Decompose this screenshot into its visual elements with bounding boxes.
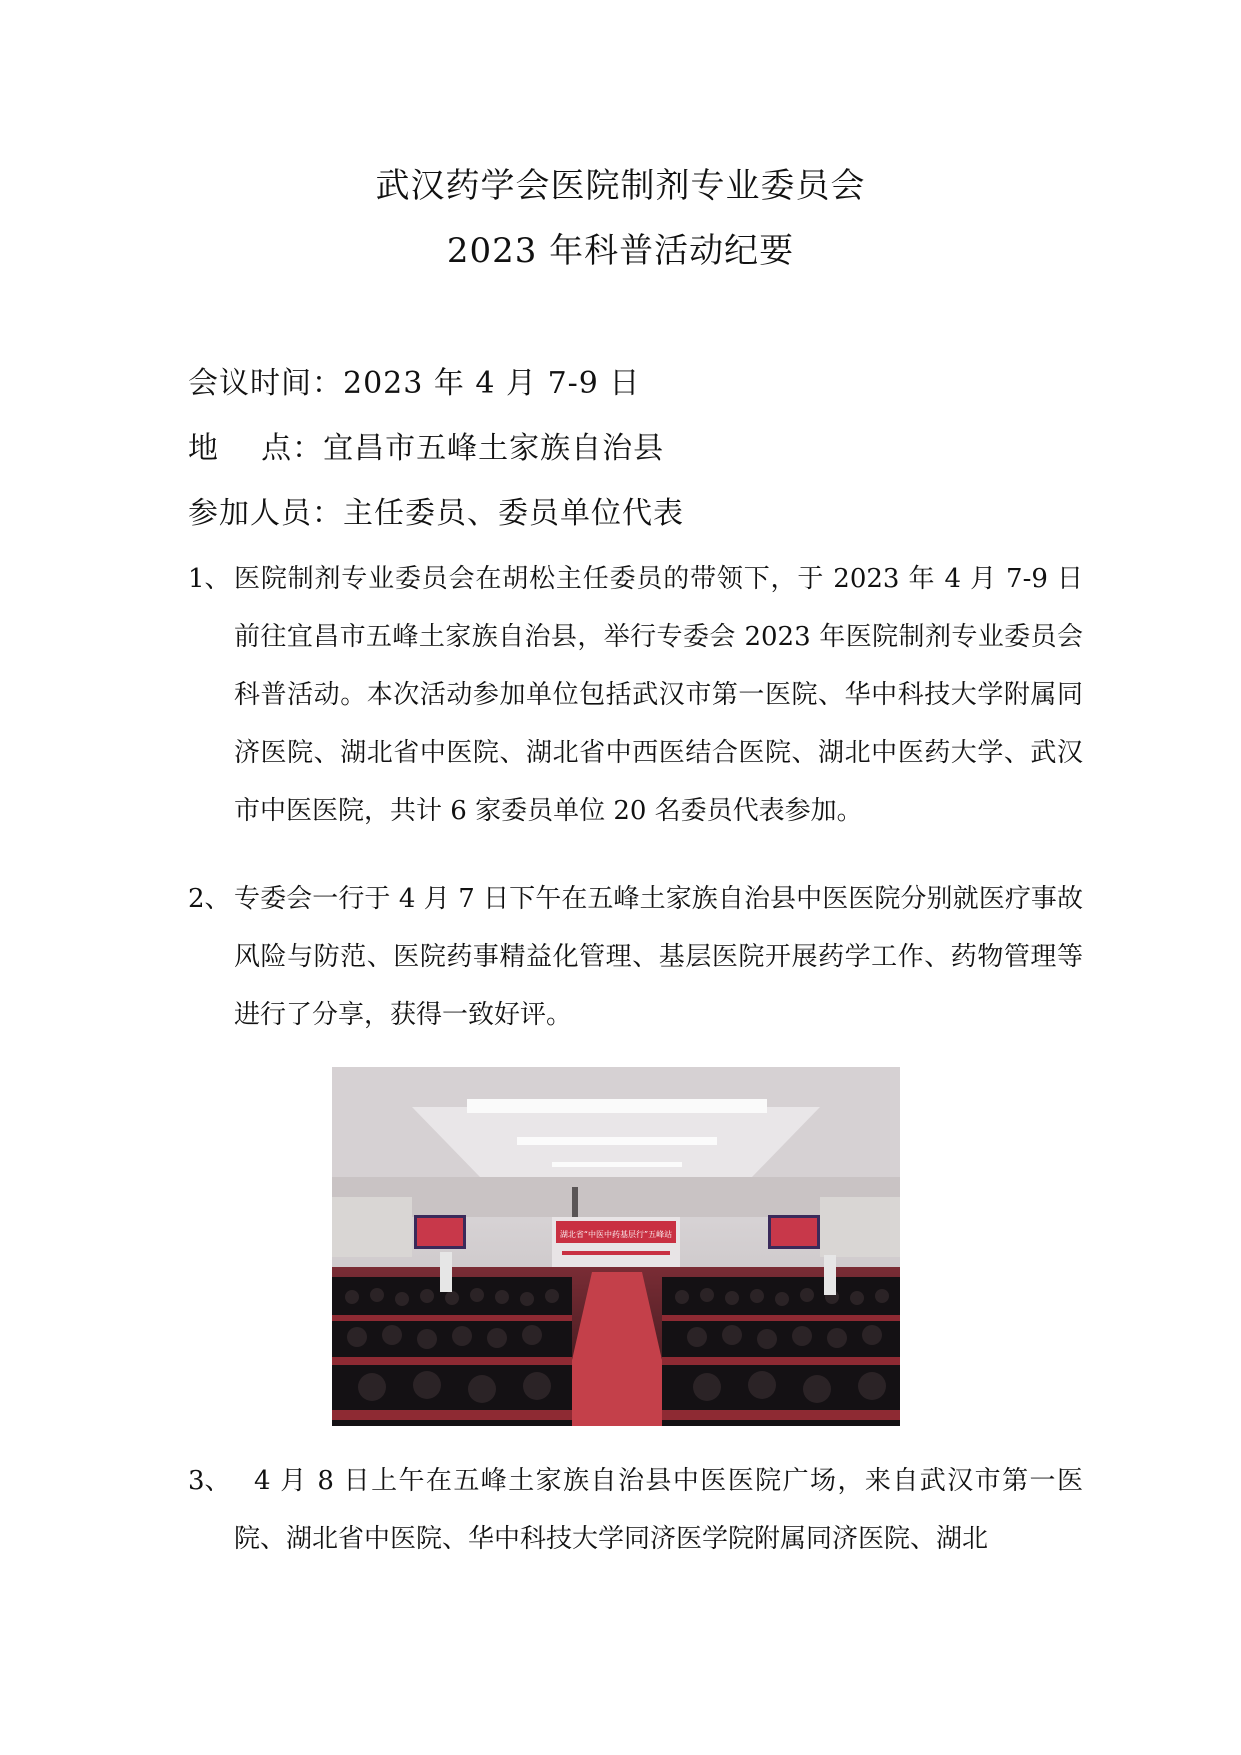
- meeting-photo: [332, 1067, 900, 1426]
- meeting-attendees: 参加人员：主任委员、委员单位代表: [188, 496, 684, 531]
- meeting-hall-illustration: [332, 1067, 900, 1426]
- list-item-number: 1、: [188, 564, 231, 594]
- list-item-text: 4 月 8 日上午在五峰土家族自治县中医医院广场，来自武汉市第一医院、湖北省中医院、华中科技大学同济医学院附属同济医院、湖北: [234, 1466, 1083, 1554]
- document-title-line2: 2023 年科普活动纪要: [446, 231, 795, 271]
- list-item-text: 专委会一行于 4 月 7 日下午在五峰土家族自治县中医医院分别就医疗事故风险与防范、医院药事精益化管理、基层医院开展药学工作、药物管理等进行了分享，获得一致好评。: [234, 884, 1083, 1030]
- banner-text: 湖北省“中医中药基层行”五峰站: [559, 1230, 673, 1239]
- list-item-number: 3、: [188, 1466, 231, 1496]
- meeting-place: 地 点：宜昌市五峰土家族自治县: [188, 431, 665, 466]
- list-item-text: 医院制剂专业委员会在胡松主任委员的带领下，于 2023 年 4 月 7-9 日前往宜昌市五峰土家族自治县，举行专委会 2023 年医院制剂专业委员会科普活动。本次活动参加单位包括武汉市第一医院、华中科技大学附属同济医院、湖北省中医院、湖北省中西医结合医院、湖北中医药大学、武汉市中医医院，共计 6 家委员单位 20 名委员代表参加。: [234, 564, 1083, 826]
- list-item-number: 2、: [188, 884, 231, 914]
- document-title-line1: 武汉药学会医院制剂专业委员会: [375, 166, 866, 206]
- meeting-time: 会议时间：2023 年 4 月 7-9 日: [188, 366, 641, 401]
